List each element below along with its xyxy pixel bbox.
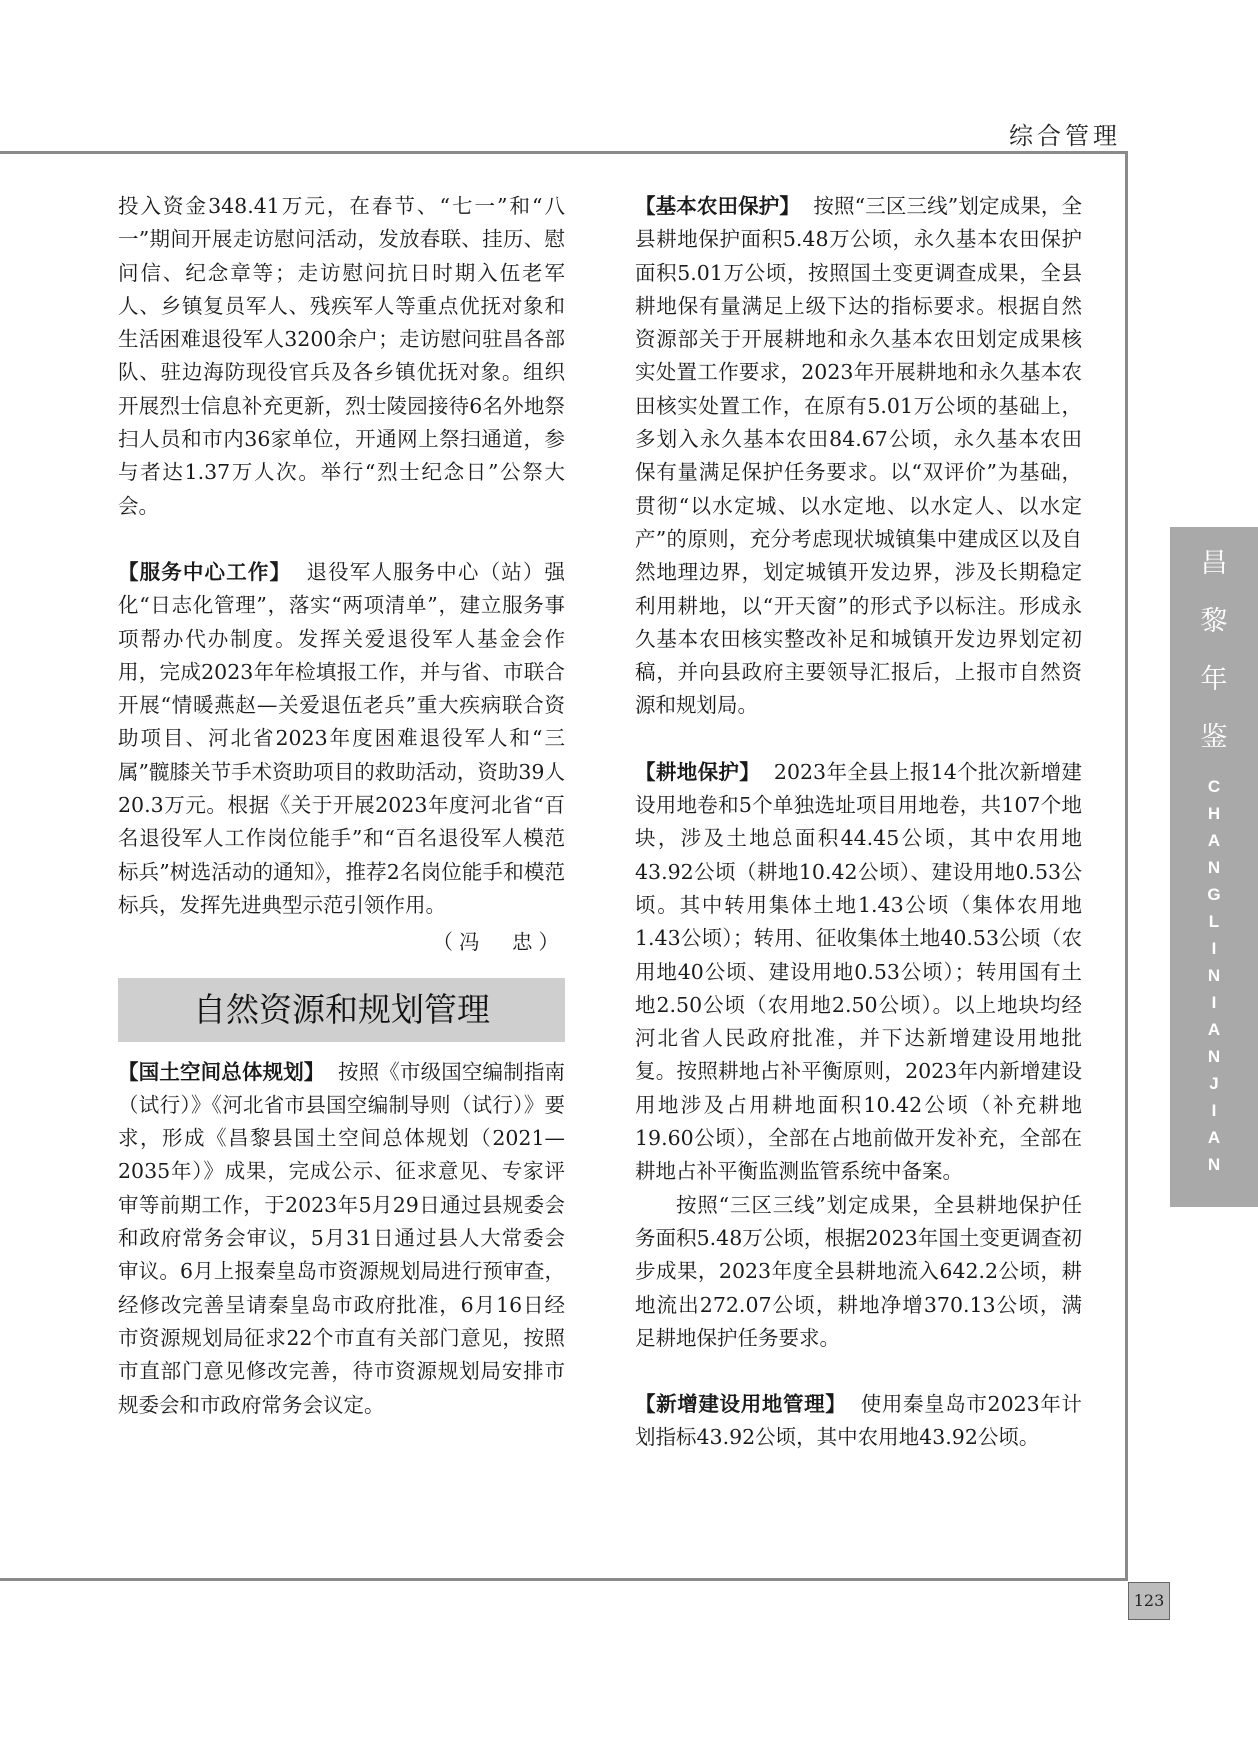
paragraph-cultivated-land	[635, 756, 1082, 1189]
page-number: 123	[1128, 1582, 1170, 1620]
side-tab-en-char: N	[1207, 1155, 1221, 1174]
side-tab-en-char: C	[1207, 777, 1221, 796]
left-column	[118, 190, 565, 1422]
paragraph-service-center	[118, 556, 565, 922]
paragraph-basic-farmland	[635, 190, 1082, 723]
right-column	[635, 190, 1082, 1455]
frame-bottom-rule	[0, 1578, 1128, 1581]
side-tab-en-char: N	[1207, 966, 1221, 985]
side-tab-en-char: I	[1211, 1101, 1217, 1120]
entry-text: 使用秦皇岛市2023年计划指标43.92公顷，其中农用地43.92公顷。	[635, 1392, 1082, 1450]
entry-text: 按照《市级国空编制指南（试行）》《河北省市县国空编制导则（试行）》要求，形成《昌黎县国土空间总体规划（2021—2035年）》成果，完成公示、征求意见、专家评审等前期工作，于2023年5月29日通过县规委会和政府常务会审议，5月31日通过县人大常委会审议。6月上报秦皇岛市资源规划局进行预审查，经修改完善呈请秦皇岛市政府批准，6月16日经市资源规划局征求22个市直有关部门意见，按照市直部门意见修改完善，待市资源规划局安排市规委会和市政府常务会议定。	[118, 1059, 566, 1417]
side-tab-en-char: G	[1207, 885, 1221, 904]
entry-text: 按照“三区三线”划定成果，全县耕地保护面积5.48万公顷，永久基本农田保护面积5.01万公顷，按照国土变更调查成果，全县耕地保有量满足上级下达的指标要求。根据自然资源部关于开展耕地和永久基本农田划定成果核实处置工作要求，2023年开展耕地和永久基本农田核实处置工作，在原有5.01万公顷的基础上，多划入永久基本农田84.67公顷，永久基本农田保有量满足保护任务要求。以“双评价”为基础，贯彻“以水定城、以水定地、以水定人、以水定产”的原则，充分考虑现状城镇集中建成区以及自然地理边界，划定城镇开发边界，涉及长期稳定利用耕地，以“开天窗”的形式予以标注。形成永久基本农田核实整改补足和城镇开发边界划定初稿，并向县政府主要领导汇报后，上报市自然资源和规划局。	[635, 194, 1082, 718]
side-tab-en-char: J	[1209, 1074, 1219, 1093]
side-tab-cn-char: 昌	[1200, 548, 1228, 579]
frame-right-rule	[1125, 151, 1128, 1581]
paragraph-cultivated-land-continued: 按照“三区三线”划定成果，全县耕地保护任务面积5.48万公顷，根据2023年国土变更调查初步成果，2023年度全县耕地流入642.2公顷，耕地流出272.07公顷，耕地净增370.13公顷，满足耕地保护任务要求。	[635, 1192, 1082, 1350]
entry-text: 退役军人服务中心（站）强化“日志化管理”，落实“两项清单”，建立服务事项帮办代办制度。发挥关爱退役军人基金会作用，完成2023年年检填报工作，并与省、市联合开展“情暖燕赵—关爱退伍老兵”重大疾病联合资助项目、河北省2023年度困难退役军人和“三属”髋膝关节手术资助项目的救助活动，资助39人20.3万元。根据《关于开展2023年度河北省“百名退役军人工作岗位能手”和“百名退役军人模范标兵”树选活动的通知》，推荐2名岗位能手和模范标兵，发挥先进典型示范引领作用。	[118, 559, 565, 917]
side-tab-en-char: H	[1207, 804, 1221, 823]
entry-keyword: 【基本农田保护】	[635, 194, 801, 218]
entry-keyword: 【新增建设用地管理】	[635, 1392, 847, 1417]
side-tab-cn-char: 黎	[1200, 606, 1228, 637]
entry-text: 2023年全县上报14个批次新增建设用地卷和5个单独选址项目用地卷，共107个地块，涉及土地总面积44.45公顷，其中农用地43.92公顷（耕地10.42公顷）、建设用地0.53公顷。其中转用集体土地1.43公顷（集体农用地1.43公顷）；转用、征收集体土地40.53公顷（农用地40公顷、建设用地0.53公顷）；转用国有土地2.50公顷（农用地2.50公顷）。以上地块均经河北省人民政府批准，并下达新增建设用地批复。按照耕地占补平衡原则，2023年内新增建设用地涉及占用耕地面积10.42公顷（补充耕地19.60公顷），全部在占地前做开发补充，全部在耕地占补平衡监测监管系统中备案。	[635, 759, 1082, 1184]
side-tab-en-char: A	[1207, 831, 1221, 850]
frame-top-rule	[0, 151, 1128, 154]
side-tab-cn-char: 鉴	[1200, 722, 1228, 753]
author-credit: （冯 忠）	[432, 930, 565, 955]
side-tab-en-char: I	[1211, 993, 1217, 1012]
section-heading: 自然资源和规划管理	[118, 978, 565, 1042]
entry-keyword: 【耕地保护】	[635, 759, 761, 784]
paragraph-new-construction	[635, 1388, 1082, 1455]
side-tab-en-char: A	[1207, 1020, 1221, 1039]
side-tab-cn-char: 年	[1200, 664, 1228, 695]
paragraph-territorial-plan	[118, 1056, 565, 1422]
side-tab-en-char: N	[1207, 1047, 1221, 1066]
running-header-title: 综合管理	[1009, 122, 1121, 150]
paragraph-pension-visits: 投入资金348.41万元，在春节、“七一”和“八一”期间开展走访慰问活动，发放春联、挂历、慰问信、纪念章等；走访慰问抗日时期入伍老军人、乡镇复员军人、残疾军人等重点优抚对象和生活困难退役军人3200余户；走访慰问驻昌各部队、驻边海防现役官兵及各乡镇优抚对象。组织开展烈士信息补充更新，烈士陵园接待6名外地祭扫人员和市内36家单位，开通网上祭扫通道，参与者达1.37万人次。举行“烈士纪念日”公祭大会。	[118, 194, 565, 518]
side-tab-en-char: L	[1208, 912, 1220, 931]
entry-keyword: 【国土空间总体规划】	[118, 1059, 325, 1084]
side-tab-en-char: N	[1207, 858, 1221, 877]
side-tab-yearbook	[1170, 527, 1258, 1207]
side-tab-en-char: I	[1211, 939, 1217, 958]
entry-keyword: 【服务中心工作】	[118, 559, 292, 584]
side-tab-en-char: A	[1207, 1128, 1221, 1147]
